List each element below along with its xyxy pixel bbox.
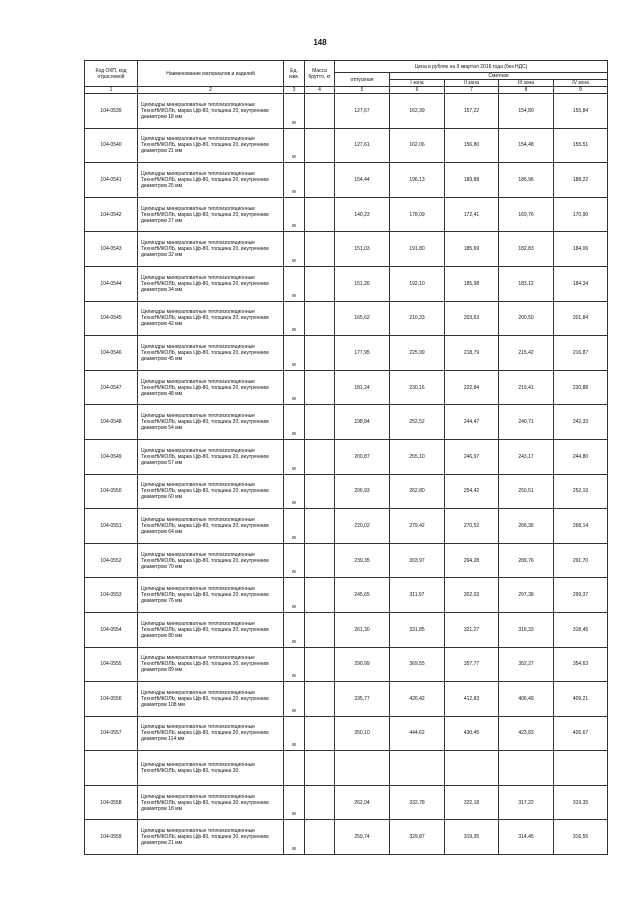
row-name: Цилиндры минераловатные теплоизоляционные ТехноНИКОЛЬ, марка Цф-80, толщина 20, внутренним диаметром 76 мм bbox=[138, 578, 284, 613]
table-row bbox=[85, 266, 608, 301]
table-row bbox=[85, 370, 608, 405]
row-price-zone-3: 183,12 bbox=[499, 266, 554, 301]
row-wholesale-price: 335,77 bbox=[335, 682, 390, 717]
table-row bbox=[85, 94, 608, 129]
row-name: Цилиндры минераловатные теплоизоляционные ТехноНИКОЛЬ, марка Цф-80, толщина 20, внутренним диаметром 54 мм bbox=[138, 405, 284, 440]
row-name: Цилиндры минераловатные теплоизоляционные ТехноНИКОЛЬ, марка Цф-80, толщина 20, внутренним диаметром 25 мм bbox=[138, 163, 284, 198]
header-mass: Масса брутто, кг bbox=[305, 61, 335, 87]
row-price-zone-1: 225,99 bbox=[390, 336, 445, 371]
col-number: 1 bbox=[85, 87, 138, 94]
row-code: 104-0552 bbox=[85, 543, 138, 578]
row-price-zone-1: 191,80 bbox=[390, 232, 445, 267]
row-price-zone-2: 357,77 bbox=[445, 647, 499, 682]
table-row bbox=[85, 336, 608, 371]
row-name: Цилиндры минераловатные теплоизоляционные ТехноНИКОЛЬ, марка Цф-80, толщина 20, внутренним диаметром 27 мм bbox=[138, 197, 284, 232]
header-zone-3: III зона bbox=[499, 80, 554, 87]
row-wholesale-price: 127,67 bbox=[335, 94, 390, 129]
row-price-zone-1: 178,09 bbox=[390, 197, 445, 232]
row-name: Цилиндры минераловатные теплоизоляционные ТехноНИКОЛЬ, марка Цф-80, толщина 20, внутренним диаметром 21 мм bbox=[138, 128, 284, 163]
row-price-zone-2: 222,84 bbox=[445, 370, 499, 405]
page-number: 148 bbox=[313, 38, 327, 47]
row-code: 104-0556 bbox=[85, 682, 138, 717]
header-wholesale: отпускная bbox=[335, 73, 390, 87]
row-name: Цилиндры минераловатные теплоизоляционные ТехноНИКОЛЬ, марка Цф-80, толщина 20, внутренним диаметром 57 мм bbox=[138, 439, 284, 474]
row-name: Цилиндры минераловатные теплоизоляционные ТехноНИКОЛЬ, марка Цф-80, толщина 20, внутренним диаметром 64 мм bbox=[138, 509, 284, 544]
row-wholesale-price: 262,04 bbox=[335, 785, 390, 820]
row-code: 104-0551 bbox=[85, 509, 138, 544]
row-price-zone-1: 162,39 bbox=[390, 94, 445, 129]
row-price-zone-2: 321,27 bbox=[445, 612, 499, 647]
row-price-zone-2: 157,22 bbox=[445, 94, 499, 129]
row-price-zone-2: 156,80 bbox=[445, 128, 499, 163]
row-unit: м bbox=[284, 405, 305, 440]
row-wholesale-price: 220,02 bbox=[335, 509, 390, 544]
table-row bbox=[85, 232, 608, 267]
row-price-zone-4: 155,84 bbox=[554, 94, 608, 129]
row-unit: м bbox=[284, 336, 305, 371]
row-mass bbox=[305, 266, 335, 301]
header-price-group: Цена в рублях на II квартал 2016 года (без НДС) bbox=[335, 61, 608, 73]
row-unit: м bbox=[284, 439, 305, 474]
row-code: 104-0543 bbox=[85, 232, 138, 267]
header-unit: Ед. изм. bbox=[284, 61, 305, 87]
row-price-zone-4: 268,14 bbox=[554, 509, 608, 544]
row-wholesale-price: 239,35 bbox=[335, 543, 390, 578]
row-mass bbox=[305, 543, 335, 578]
col-number: 2 bbox=[138, 87, 284, 94]
row-price-zone-4: 184,34 bbox=[554, 266, 608, 301]
col-number: 7 bbox=[445, 87, 499, 94]
row-wholesale-price: 245,65 bbox=[335, 578, 390, 613]
row-name: Цилиндры минераловатные теплоизоляционные ТехноНИКОЛЬ, марка Цф-80, толщина 20, внутренним диаметром 80 мм bbox=[138, 612, 284, 647]
row-price-zone-3: 316,33 bbox=[499, 612, 554, 647]
row-price-zone-4: 299,37 bbox=[554, 578, 608, 613]
table-row bbox=[85, 785, 608, 820]
row-unit: м bbox=[284, 785, 305, 820]
row-mass bbox=[305, 94, 335, 129]
row-name: Цилиндры минераловатные теплоизоляционные ТехноНИКОЛЬ, марка Цф-80, толщина 30, внутренним диаметром 18 мм bbox=[138, 785, 284, 820]
row-code: 104-0546 bbox=[85, 336, 138, 371]
row-price-zone-4: 318,45 bbox=[554, 612, 608, 647]
row-price-zone-3: 182,83 bbox=[499, 232, 554, 267]
row-name: Цилиндры минераловатные теплоизоляционные ТехноНИКОЛЬ, марка Цф-80, толщина 20, внутренним диаметром 108 мм bbox=[138, 682, 284, 717]
row-price-zone-2: 302,03 bbox=[445, 578, 499, 613]
row-price-zone-2: 218,79 bbox=[445, 336, 499, 371]
row-price-zone-3: 154,80 bbox=[499, 94, 554, 129]
col-number: 8 bbox=[499, 87, 554, 94]
row-code: 104-0548 bbox=[85, 405, 138, 440]
row-mass bbox=[305, 163, 335, 198]
header-code: Код ОКП, код отраслевой bbox=[85, 61, 138, 87]
row-price-zone-3: 243,17 bbox=[499, 439, 554, 474]
row-code: 104-0558 bbox=[85, 785, 138, 820]
row-price-zone-1: 196,13 bbox=[390, 163, 445, 198]
row-name: Цилиндры минераловатные теплоизоляционные ТехноНИКОЛЬ, марка Цф-80, толщина 30, внутренним диаметром 21 мм bbox=[138, 820, 284, 855]
row-name: Цилиндры минераловатные теплоизоляционные ТехноНИКОЛЬ, марка Цф-80, толщина 20, внутренним диаметром 18 мм bbox=[138, 94, 284, 129]
row-mass bbox=[305, 509, 335, 544]
row-code: 104-0554 bbox=[85, 612, 138, 647]
row-name: Цилиндры минераловатные теплоизоляционные ТехноНИКОЛЬ, марка Цф-80, толщина 20, внутренним диаметром 48 мм bbox=[138, 370, 284, 405]
row-mass bbox=[305, 647, 335, 682]
row-code: 104-0545 bbox=[85, 301, 138, 336]
row-price-zone-4: 220,88 bbox=[554, 370, 608, 405]
row-mass bbox=[305, 405, 335, 440]
row-price-zone-1: 311,97 bbox=[390, 578, 445, 613]
row-price-zone-1: 192,10 bbox=[390, 266, 445, 301]
row-price-zone-4: 188,22 bbox=[554, 163, 608, 198]
row-code bbox=[85, 751, 138, 786]
row-wholesale-price: 261,30 bbox=[335, 612, 390, 647]
col-number: 6 bbox=[390, 87, 445, 94]
row-unit: м bbox=[284, 197, 305, 232]
row-price-zone-2: 430,45 bbox=[445, 716, 499, 751]
row-unit: м bbox=[284, 301, 305, 336]
row-price-zone-2: 189,88 bbox=[445, 163, 499, 198]
row-wholesale-price: 140,23 bbox=[335, 197, 390, 232]
col-number: 5 bbox=[335, 87, 390, 94]
row-price-zone-4: 291,70 bbox=[554, 543, 608, 578]
row-price-zone-1: 303,97 bbox=[390, 543, 445, 578]
row-mass bbox=[305, 197, 335, 232]
row-price-zone-2: 254,42 bbox=[445, 474, 499, 509]
row-unit: м bbox=[284, 163, 305, 198]
row-unit: м bbox=[284, 716, 305, 751]
header-zone-4: IV зона bbox=[554, 80, 608, 87]
row-name: Цилиндры минераловатные теплоизоляционные ТехноНИКОЛЬ, марка Цф-80, толщина 20, внутренним диаметром 70 мм bbox=[138, 543, 284, 578]
row-unit: м bbox=[284, 612, 305, 647]
row-price-zone-1: 262,80 bbox=[390, 474, 445, 509]
row-wholesale-price: 350,10 bbox=[335, 716, 390, 751]
table-row bbox=[85, 197, 608, 232]
row-wholesale-price: 181,24 bbox=[335, 370, 390, 405]
row-code: 104-0539 bbox=[85, 94, 138, 129]
row-unit bbox=[284, 751, 305, 786]
row-price-zone-2: 322,18 bbox=[445, 785, 499, 820]
row-price-zone-2: 185,69 bbox=[445, 232, 499, 267]
row-price-zone-2: 246,97 bbox=[445, 439, 499, 474]
row-price-zone-3: 240,71 bbox=[499, 405, 554, 440]
row-code: 104-0557 bbox=[85, 716, 138, 751]
row-wholesale-price: 290,99 bbox=[335, 647, 390, 682]
row-wholesale-price: 154,44 bbox=[335, 163, 390, 198]
row-mass bbox=[305, 716, 335, 751]
col-number: 3 bbox=[284, 87, 305, 94]
row-mass bbox=[305, 301, 335, 336]
row-price-zone-3: 266,36 bbox=[499, 509, 554, 544]
row-price-zone-4: 201,84 bbox=[554, 301, 608, 336]
row-price-zone-4: 354,63 bbox=[554, 647, 608, 682]
row-price-zone-4: 155,51 bbox=[554, 128, 608, 163]
header-zone-2: II зона bbox=[445, 80, 499, 87]
table-row bbox=[85, 716, 608, 751]
table-row bbox=[85, 682, 608, 717]
row-code: 104-0549 bbox=[85, 439, 138, 474]
row-price-zone-4: 184,06 bbox=[554, 232, 608, 267]
row-price-zone-1: 279,42 bbox=[390, 509, 445, 544]
row-price-zone-2: 185,98 bbox=[445, 266, 499, 301]
table-row bbox=[85, 820, 608, 855]
row-price-zone-4: 244,80 bbox=[554, 439, 608, 474]
row-price-zone-3: 215,42 bbox=[499, 336, 554, 371]
row-price-zone-2: 412,83 bbox=[445, 682, 499, 717]
row-mass bbox=[305, 578, 335, 613]
row-price-zone-2: 319,35 bbox=[445, 820, 499, 855]
table-row bbox=[85, 751, 608, 786]
row-name: Цилиндры минераловатные теплоизоляционные ТехноНИКОЛЬ, марка Цф-80, толщина 20, внутренним диаметром 45 мм bbox=[138, 336, 284, 371]
row-price-zone-3: 314,45 bbox=[499, 820, 554, 855]
row-price-zone-1 bbox=[390, 751, 445, 786]
row-price-zone-2: 244,47 bbox=[445, 405, 499, 440]
row-wholesale-price: 259,74 bbox=[335, 820, 390, 855]
row-price-zone-3: 169,76 bbox=[499, 197, 554, 232]
row-price-zone-1: 426,42 bbox=[390, 682, 445, 717]
row-wholesale-price: 165,62 bbox=[335, 301, 390, 336]
column-number-row bbox=[85, 87, 608, 94]
row-price-zone-4: 316,55 bbox=[554, 820, 608, 855]
row-price-zone-1: 210,33 bbox=[390, 301, 445, 336]
row-code: 104-0544 bbox=[85, 266, 138, 301]
row-code: 104-0555 bbox=[85, 647, 138, 682]
row-unit: м bbox=[284, 509, 305, 544]
row-price-zone-4: 170,90 bbox=[554, 197, 608, 232]
row-price-zone-4: 242,33 bbox=[554, 405, 608, 440]
row-wholesale-price: 151,26 bbox=[335, 266, 390, 301]
row-unit: м bbox=[284, 474, 305, 509]
table-row bbox=[85, 509, 608, 544]
col-number: 4 bbox=[305, 87, 335, 94]
table-row bbox=[85, 612, 608, 647]
row-unit: м bbox=[284, 266, 305, 301]
header-name: Наименование материалов и изделий bbox=[138, 61, 284, 87]
row-price-zone-1: 252,52 bbox=[390, 405, 445, 440]
row-price-zone-3: 297,38 bbox=[499, 578, 554, 613]
row-price-zone-3: 219,41 bbox=[499, 370, 554, 405]
table-row bbox=[85, 439, 608, 474]
col-number: 9 bbox=[554, 87, 608, 94]
row-code: 104-0550 bbox=[85, 474, 138, 509]
row-mass bbox=[305, 785, 335, 820]
row-mass bbox=[305, 820, 335, 855]
row-price-zone-4: 216,87 bbox=[554, 336, 608, 371]
row-mass bbox=[305, 439, 335, 474]
row-code: 104-0559 bbox=[85, 820, 138, 855]
row-price-zone-1: 230,16 bbox=[390, 370, 445, 405]
row-mass bbox=[305, 682, 335, 717]
table-row bbox=[85, 301, 608, 336]
row-price-zone-3: 423,83 bbox=[499, 716, 554, 751]
row-unit: м bbox=[284, 543, 305, 578]
row-name: Цилиндры минераловатные теплоизоляционные ТехноНИКОЛЬ, марка Цф-80, толщина 30, bbox=[138, 751, 284, 786]
row-unit: м bbox=[284, 370, 305, 405]
row-price-zone-3: 317,22 bbox=[499, 785, 554, 820]
row-price-zone-1: 162,06 bbox=[390, 128, 445, 163]
row-wholesale-price bbox=[335, 751, 390, 786]
row-unit: м bbox=[284, 820, 305, 855]
row-unit: м bbox=[284, 682, 305, 717]
row-unit: м bbox=[284, 128, 305, 163]
row-price-zone-3: 154,48 bbox=[499, 128, 554, 163]
row-unit: м bbox=[284, 232, 305, 267]
row-wholesale-price: 200,87 bbox=[335, 439, 390, 474]
table-row bbox=[85, 163, 608, 198]
row-wholesale-price: 177,95 bbox=[335, 336, 390, 371]
row-unit: м bbox=[284, 647, 305, 682]
row-price-zone-1: 255,10 bbox=[390, 439, 445, 474]
row-price-zone-2: 172,41 bbox=[445, 197, 499, 232]
row-name: Цилиндры минераловатные теплоизоляционные ТехноНИКОЛЬ, марка Цф-80, толщина 20, внутренним диаметром 114 мм bbox=[138, 716, 284, 751]
row-price-zone-1: 332,78 bbox=[390, 785, 445, 820]
row-price-zone-1: 444,62 bbox=[390, 716, 445, 751]
row-wholesale-price: 127,61 bbox=[335, 128, 390, 163]
row-name: Цилиндры минераловатные теплоизоляционные ТехноНИКОЛЬ, марка Цф-80, толщина 20, внутренним диаметром 34 мм bbox=[138, 266, 284, 301]
row-code: 104-0547 bbox=[85, 370, 138, 405]
row-wholesale-price: 198,84 bbox=[335, 405, 390, 440]
row-price-zone-3: 406,49 bbox=[499, 682, 554, 717]
row-mass bbox=[305, 612, 335, 647]
row-name: Цилиндры минераловатные теплоизоляционные ТехноНИКОЛЬ, марка Цф-80, толщина 20, внутренним диаметром 42 мм bbox=[138, 301, 284, 336]
price-table bbox=[84, 60, 608, 855]
row-mass bbox=[305, 232, 335, 267]
row-name: Цилиндры минераловатные теплоизоляционные ТехноНИКОЛЬ, марка Цф-80, толщина 20, внутренним диаметром 89 мм bbox=[138, 647, 284, 682]
row-code: 104-0553 bbox=[85, 578, 138, 613]
row-price-zone-3: 200,50 bbox=[499, 301, 554, 336]
table-row bbox=[85, 128, 608, 163]
row-price-zone-2: 203,63 bbox=[445, 301, 499, 336]
row-unit: м bbox=[284, 94, 305, 129]
row-price-zone-1: 331,85 bbox=[390, 612, 445, 647]
row-price-zone-4 bbox=[554, 751, 608, 786]
table-row bbox=[85, 647, 608, 682]
row-price-zone-2: 270,52 bbox=[445, 509, 499, 544]
header-estimate: Сметная bbox=[390, 73, 608, 80]
row-price-zone-4: 319,35 bbox=[554, 785, 608, 820]
row-price-zone-3: 352,27 bbox=[499, 647, 554, 682]
row-price-zone-4: 252,19 bbox=[554, 474, 608, 509]
row-price-zone-3 bbox=[499, 751, 554, 786]
row-price-zone-2 bbox=[445, 751, 499, 786]
row-mass bbox=[305, 751, 335, 786]
row-unit: м bbox=[284, 578, 305, 613]
row-wholesale-price: 151,03 bbox=[335, 232, 390, 267]
row-mass bbox=[305, 128, 335, 163]
row-code: 104-0541 bbox=[85, 163, 138, 198]
row-mass bbox=[305, 370, 335, 405]
row-wholesale-price: 206,93 bbox=[335, 474, 390, 509]
row-price-zone-3: 250,51 bbox=[499, 474, 554, 509]
row-price-zone-1: 329,87 bbox=[390, 820, 445, 855]
row-name: Цилиндры минераловатные теплоизоляционные ТехноНИКОЛЬ, марка Цф-80, толщина 20, внутренним диаметром 32 мм bbox=[138, 232, 284, 267]
row-mass bbox=[305, 336, 335, 371]
table-row bbox=[85, 474, 608, 509]
row-mass bbox=[305, 474, 335, 509]
row-code: 104-0542 bbox=[85, 197, 138, 232]
table-row bbox=[85, 405, 608, 440]
row-price-zone-4: 409,21 bbox=[554, 682, 608, 717]
row-price-zone-2: 294,28 bbox=[445, 543, 499, 578]
row-price-zone-4: 426,67 bbox=[554, 716, 608, 751]
table-row bbox=[85, 578, 608, 613]
row-name: Цилиндры минераловатные теплоизоляционные ТехноНИКОЛЬ, марка Цф-80, толщина 20, внутренним диаметром 60 мм bbox=[138, 474, 284, 509]
row-price-zone-3: 289,76 bbox=[499, 543, 554, 578]
row-code: 104-0540 bbox=[85, 128, 138, 163]
header-zone-1: I зона bbox=[390, 80, 445, 87]
table-row bbox=[85, 543, 608, 578]
row-price-zone-3: 186,96 bbox=[499, 163, 554, 198]
row-price-zone-1: 369,55 bbox=[390, 647, 445, 682]
